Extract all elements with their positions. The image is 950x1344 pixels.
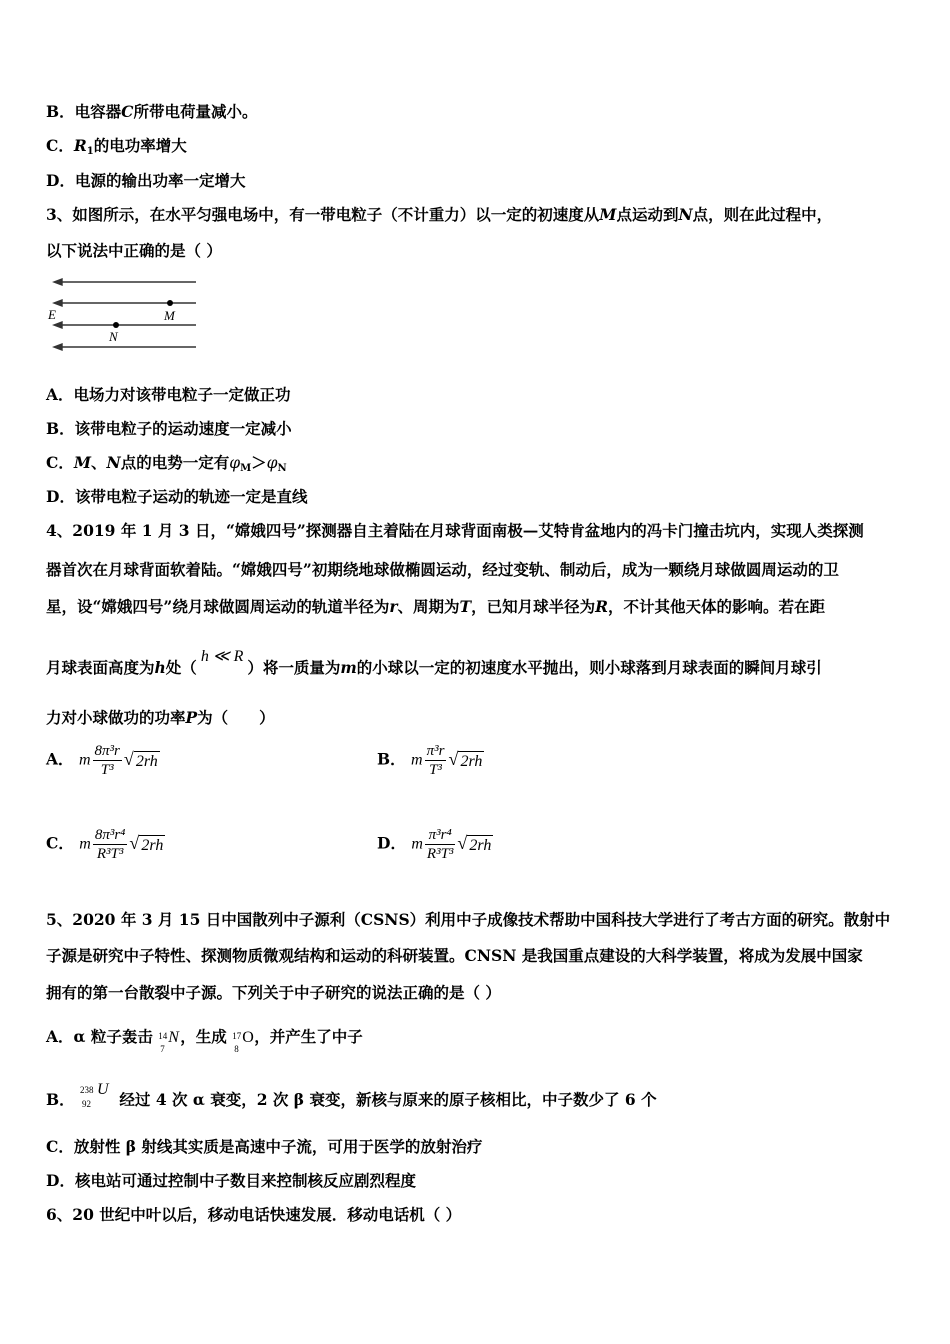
isotope-o17: 17 8 O	[232, 1029, 254, 1054]
q3-option-c: C．M、N点的电势一定有$\varphi_M>\varphi_N$	[46, 453, 287, 474]
q2-option-d: D．电源的输出功率一定增大	[46, 171, 246, 190]
q4-option-c: C． m $\frac{\text{8π³r⁴}}{\text{R³T³}}$ √ 2rh	[46, 827, 164, 862]
field-arrow-3	[54, 322, 62, 328]
q4-stem-line5: 力对小球做功的功率P为（ ）	[46, 708, 275, 727]
q4-stem-line2: 器首次在月球背面软着陆。“嫦娥四号”初期绕地球做椭圆运动，经过变轨、制动后，成为一颗绕月球做圆周运动的卫	[46, 560, 839, 579]
isotope-n14: 14 7 N	[158, 1029, 179, 1054]
isotope-u238: 238 92 U	[80, 1081, 109, 1109]
q3-option-b: B．该带电粒子的运动速度一定减小	[46, 419, 292, 438]
q3-stem-line1: 3、如图所示，在水平匀强电场中，有一带电粒子（不计重力）以一定的初速度从M点运动到N点，则在此过程中，	[46, 205, 833, 224]
label-n: N	[109, 329, 118, 344]
q5-option-c: C．放射性 β 射线其实质是高速中子流，可用于医学的放射治疗	[46, 1137, 483, 1156]
q3-option-d: D．该带电粒子运动的轨迹一定是直线	[46, 487, 308, 506]
point-n	[113, 322, 119, 328]
q4-stem-line1: 4、2019 年 1 月 3 日，“嫦娥四号”探测器自主着陆在月球背面南极—艾特肯盆地内的冯卡门撞击坑内，实现人类探测	[46, 521, 864, 540]
q5-stem-line2: 子源是研究中子特性、探测物质微观结构和运动的科研装置。CNSN 是我国重点建设的大科学装置，将成为发展中国家	[46, 946, 863, 965]
q4-stem-line4: 月球表面高度为h处（h ≪ R）将一质量为m的小球以一定的初速度水平抛出，则小球落到月球表面的瞬间月球引	[46, 648, 822, 677]
q4-option-b: B． m $\frac{\text{π³r}}{\text{T³}}$ √ 2rh	[377, 743, 483, 778]
q6-stem-line1: 6、20 世纪中叶以后，移动电话快速发展．移动电话机（ ）	[46, 1205, 462, 1224]
q3-option-a: A．电场力对该带电粒子一定做正功	[46, 385, 291, 404]
q3-stem-line2: 以下说法中正确的是（ ）	[46, 241, 222, 260]
q5-option-d: D．核电站可通过控制中子数目来控制核反应剧烈程度	[46, 1171, 416, 1190]
q4-stem-line3: 星，设“嫦娥四号”绕月球做圆周运动的轨道半径为r、周期为T，已知月球半径为R，不计其他天体的影响。若在距	[46, 597, 825, 616]
field-arrow-1	[54, 279, 62, 285]
q4-option-d: D． m $\frac{\text{π³r⁴}}{\text{R³T³}}$ √ 2rh	[377, 827, 492, 862]
q4-option-a: A． m $\frac{\text{8π³r}}{\text{T³}}$ √ 2rh	[46, 743, 158, 778]
field-arrow-2	[54, 300, 62, 306]
label-e: E	[48, 307, 56, 322]
q2-option-c: C．$R_1$的电功率增大	[46, 136, 187, 157]
q5-stem-line1: 5、2020 年 3 月 15 日中国散列中子源利（CSNS）利用中子成像技术帮助中国科技大学进行了考古方面的研究。散射中	[46, 910, 891, 929]
q5-option-b: B． 238 92 U 经过 4 次 α 衰变，2 次 β 衰变，新核与原来的原子核相比，中子数少了 6 个	[46, 1081, 657, 1109]
q5-option-a: A．α 粒子轰击 14 7 N ，生成 17 8 O ，并产生了中子	[46, 1027, 363, 1054]
point-m	[167, 300, 173, 306]
condition-h-much-less-r: h ≪ R	[200, 648, 244, 665]
field-arrow-4	[54, 344, 62, 350]
label-m: M	[164, 308, 175, 323]
q5-stem-line3: 拥有的第一台散裂中子源。下列关于中子研究的说法正确的是（ ）	[46, 983, 501, 1002]
q3-field-figure	[44, 274, 204, 356]
q2-option-b: B．电容器C所带电荷量减小。	[46, 102, 258, 121]
